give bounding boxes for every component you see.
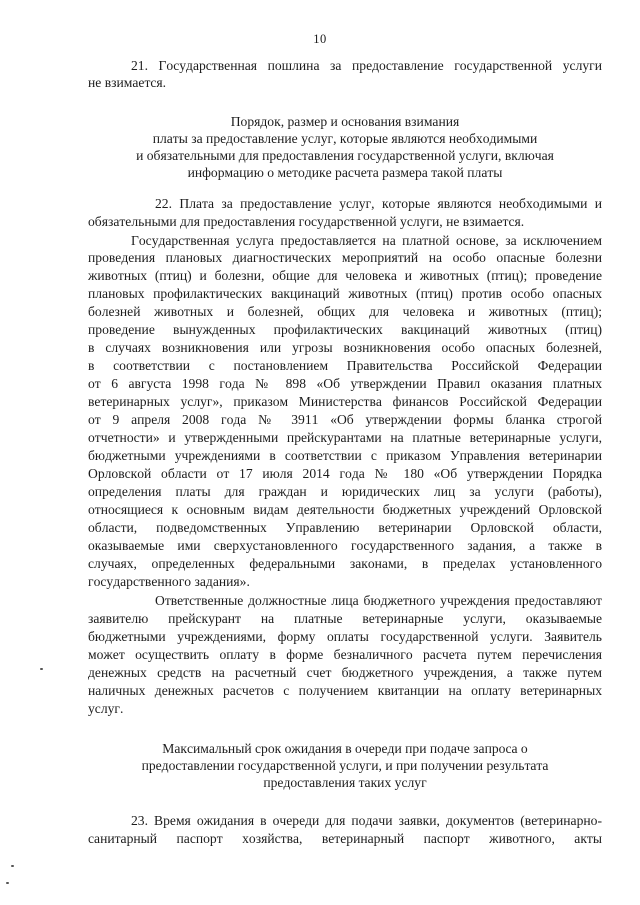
text-line: в соответствии с постановлением Правительства Российской Федерации — [88, 358, 602, 373]
text-line: 23. Время ожидания в очереди для подачи заявки, документов (ветеринарно- — [131, 813, 602, 828]
text-line: оказываемые ими сверхустановленного государственного задания, а также в — [88, 538, 602, 553]
text-line: ветеринарных услуг», приказом Министерства финансов Российской Федерации — [88, 394, 602, 409]
text-line: 22. Плата за предоставление услуг, которые являются необходимыми и — [155, 196, 602, 211]
text-line: от 6 августа 1998 года № 898 «Об утверждении Правил оказания платных — [88, 376, 602, 391]
heading-line: предоставления таких услуг — [263, 775, 427, 790]
scan-mark — [11, 865, 14, 867]
text-line: наличных денежных расчетов с получением квитанции на оплату ветеринарных — [88, 683, 602, 698]
text-line: 21. Государственная пошлина за предоставление государственной услуги — [131, 58, 602, 73]
heading-line: платы за предоставление услуг, которые являются необходимыми — [152, 131, 538, 146]
text-line: заявителю прейскурант на платные ветеринарные услуги, оказываемые — [88, 611, 602, 626]
text-line: бюджетными учреждениями, форму оплаты государственной услуги. Заявитель — [88, 629, 602, 644]
text-line: Орловской области от 17 июля 2014 года № 180 «Об утверждении Порядка — [88, 466, 602, 481]
text-line: государственного задания». — [88, 574, 250, 589]
text-line: от 9 апреля 2008 года № 3911 «Об утверждении формы бланка строгой — [88, 412, 602, 427]
text-line: болезней животных и болезней, общих для человека и животных (птиц); — [88, 304, 602, 319]
text-line: бюджетными учреждениями в соответствии с приказом Управления ветеринарии — [88, 448, 602, 463]
text-line: в случаях возникновения или угрозы возникновения особо опасных болезней, — [88, 340, 602, 355]
text-line: определения платы для граждан и юридических лиц за услуги (работы), — [88, 484, 602, 499]
text-line: проведения плановых диагностических мероприятий на особо опасные болезни — [88, 250, 602, 265]
text-line: случаях, определенных федеральными законами, в пределах установленного — [88, 556, 602, 571]
text-line: проведение вынужденных профилактических вакцинаций животных (птиц) — [88, 322, 602, 337]
scan-mark — [40, 668, 43, 670]
text-line: не взимается. — [88, 75, 167, 90]
text-line: санитарный паспорт хозяйства, ветеринарный паспорт животного, акты — [88, 831, 602, 846]
text-line: животных (птиц) и болезни, общие для человека и животных (птиц); проведение — [88, 268, 602, 283]
text-line: относящиеся к основным видам деятельности бюджетных учреждений Орловской — [88, 502, 602, 517]
text-line: области, подведомственных Управлению ветеринарии Орловской области, — [88, 520, 602, 535]
scan-mark — [6, 882, 9, 884]
text-line: Государственная услуга предоставляется на платной основе, за исключением — [131, 233, 602, 248]
text-line: плановых профилактических вакцинаций животных (птиц) против особо опасных — [88, 286, 602, 301]
heading-line: Порядок, размер и основания взимания — [230, 114, 460, 129]
heading-line: информацию о методике расчета размера такой платы — [187, 165, 503, 180]
text-line: может осуществить оплату в форме безналичного расчета путем перечисления — [88, 647, 602, 662]
heading-line: и обязательными для предоставления государственной услуги, включая — [136, 148, 554, 163]
page-number: 10 — [313, 32, 327, 46]
text-line: Ответственные должностные лица бюджетного учреждения предоставляют — [155, 593, 602, 608]
heading-line: предоставлении государственной услуги, и при получении результата — [141, 758, 549, 773]
text-line: денежных средств на расчетный счет бюджетного учреждения, а также путем — [88, 665, 602, 680]
text-line: обязательными для предоставления государственной услуги, не взимается. — [88, 214, 525, 229]
heading-line: Максимальный срок ожидания в очереди при подаче запроса о — [162, 741, 528, 756]
text-line: услуг. — [88, 701, 124, 716]
text-line: отчетности» и утвержденными прейскурантами на платные ветеринарные услуги, — [88, 430, 602, 445]
